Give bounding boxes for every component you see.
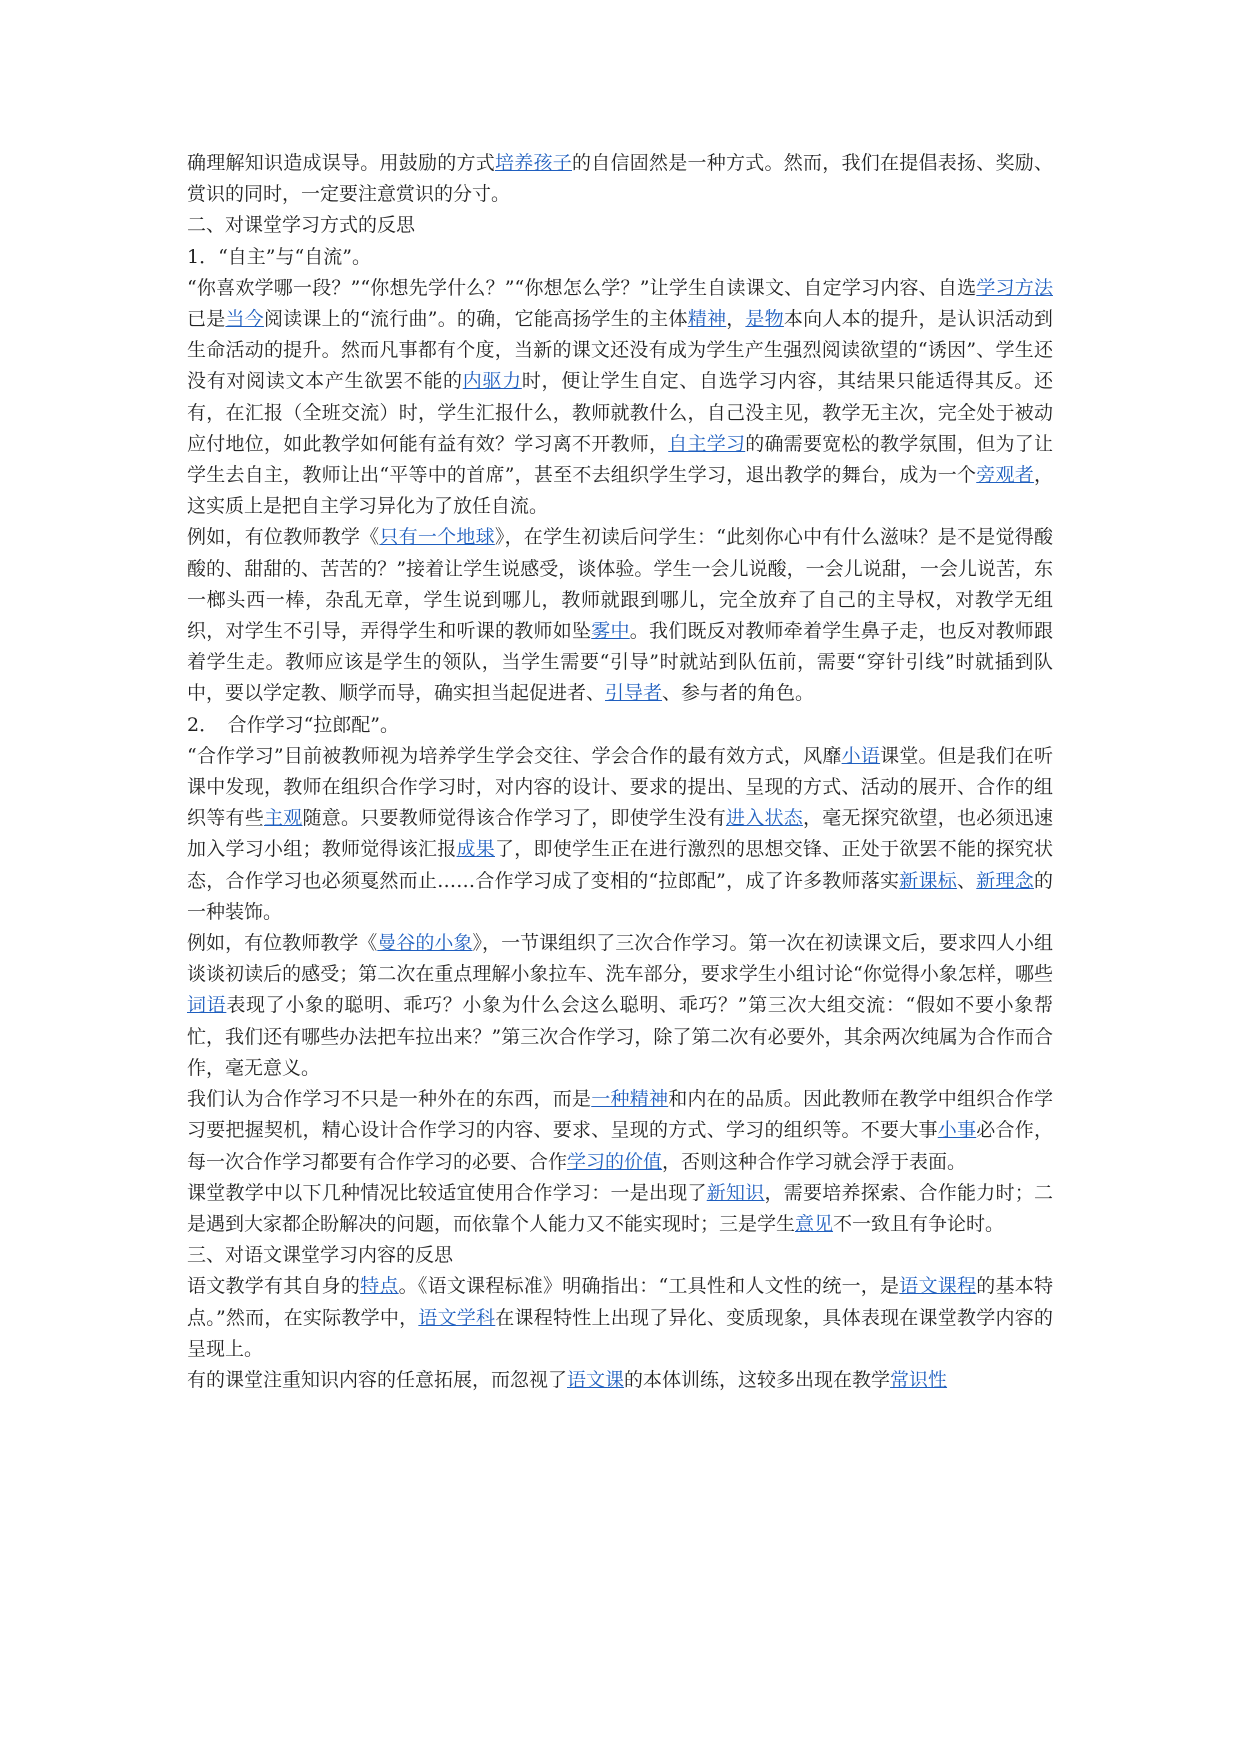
hyperlink[interactable]: 内驱力 [462, 370, 522, 393]
paragraph-text: 随意。只要教师觉得该合作学习了，即使学生没有 [302, 807, 726, 830]
paragraph-text: 2． 合作学习“拉郎配”。 [187, 713, 400, 736]
paragraph-text: 例如，有位教师教学《 [187, 932, 378, 955]
paragraph-text: 我们认为合作学习不只是一种外在的东西，而是 [187, 1088, 592, 1111]
hyperlink[interactable]: 自主学习 [668, 432, 746, 455]
paragraph-text: 已是 [187, 308, 226, 331]
paragraph-text: 》，在学生初读后问学生：“此刻你心中有什么滋味？是不是觉得酸酸的、甜甜的、苦苦的？”接着让学生说感受，谈体验。学生一会儿说酸，一会儿说甜，一会儿说苦，东一榔头西一棒，杂乱无章，学生说到哪儿，教师就跟到哪儿，完全放弃了自己的主导权，对教学无组织，对学生不引导，弄得学生和听课的教师如坠 [187, 526, 1053, 643]
paragraph-text: 。《语文课程标准》明确指出：“工具性和人文性的统一，是 [398, 1275, 900, 1298]
paragraph-text: “你喜欢学哪一段？”“你想先学什么？”“你想怎么学？”让学生自读课文、自定学习内容、自选 [187, 276, 977, 299]
hyperlink[interactable]: 当今 [225, 308, 264, 331]
paragraph-text: 不一致且有争论时。 [833, 1212, 1005, 1235]
paragraph-text: 确理解知识造成误导。用鼓励的方式 [187, 152, 495, 174]
hyperlink[interactable]: 常识性 [890, 1368, 948, 1391]
paragraph-text: 在课程特性上出现了异化、变质现象，具体表现在课堂教学内容的呈现上。 [187, 1306, 1053, 1360]
paragraph-text: 课堂教学中以下几种情况比较适宜使用合作学习：一是出现了 [187, 1181, 707, 1204]
hyperlink[interactable]: 只有一个地球 [379, 526, 495, 549]
paragraph-text: 、 [956, 869, 977, 892]
paragraph-text: 的一种装饰。 [187, 869, 1053, 923]
paragraph [187, 242, 1053, 273]
hyperlink[interactable]: 一种精神 [591, 1088, 669, 1111]
hyperlink[interactable]: 学习方法 [976, 276, 1053, 299]
paragraph-text: 的本体训练，这较多出现在教学 [624, 1368, 891, 1391]
paragraph-text: 和内在的品质。因此教师在教学中组织合作学习要把握契机，精心设计合作学习的内容、要求、呈现的方式、学习的组织等。不要大事 [187, 1088, 1053, 1142]
hyperlink[interactable]: 成果 [456, 838, 495, 861]
paragraph-text: 二、对课堂学习方式的反思 [187, 214, 416, 237]
hyperlink[interactable]: 精神 [687, 308, 727, 331]
paragraph-text: 例如，有位教师教学《 [187, 526, 380, 549]
hyperlink[interactable]: 雾中 [591, 620, 630, 643]
hyperlink[interactable]: 意见 [795, 1212, 834, 1235]
paragraph-text: ，这实质上是把自主学习异化为了放任自流。 [187, 464, 1053, 518]
paragraph [187, 148, 1053, 210]
hyperlink[interactable]: 新知识 [706, 1181, 765, 1204]
paragraph-text: ，需要培养探索、合作能力时；二是遇到大家都企盼解决的问题，而依靠个人能力又不能实现时；三是学生 [187, 1181, 1053, 1235]
paragraph-text: ，否则这种合作学习就会浮于表面。 [662, 1150, 967, 1173]
paragraph-text: ，毫无探究欲望，也必须迅速加入学习小组；教师觉得该汇报 [187, 807, 1053, 861]
paragraph [187, 1240, 1053, 1271]
paragraph-text: 课堂。但是我们在听课中发现，教师在组织合作学习时，对内容的设计、要求的提出、呈现的方式、活动的展开、合作的组织等有些 [187, 744, 1053, 830]
paragraph [187, 710, 1053, 741]
paragraph [187, 210, 1053, 241]
hyperlink[interactable]: 进入状态 [725, 807, 803, 830]
paragraph [187, 522, 1053, 709]
paragraph-text: “合作学习”目前被教师视为培养学生学会交往、学会合作的最有效方式，风靡 [187, 744, 842, 767]
paragraph [187, 928, 1053, 1084]
paragraph-text: 。我们既反对教师牵着学生鼻子走，也反对教师跟着学生走。教师应该是学生的领队，当学生需要“引导”时就站到队伍前，需要“穿针引线”时就插到队中，要以学定教、顺学而导，确实担当起促进者、 [187, 620, 1053, 705]
paragraph-text: 的基本特点。”然而，在实际教学中， [187, 1275, 1053, 1329]
hyperlink[interactable]: 新课标 [899, 869, 957, 892]
paragraph-text: 》，一节课组织了三次合作学习。第一次在初读课文后，要求四人小组谈谈初读后的感受；第二次在重点理解小象拉车、洗车部分，要求学生小组讨论“你觉得小象怎样，哪些 [187, 932, 1053, 986]
hyperlink[interactable]: 是物 [745, 308, 784, 331]
paragraph-text: 阅读课上的“流行曲”。的确，它能高扬学生的主体 [263, 308, 688, 331]
hyperlink[interactable]: 旁观者 [976, 464, 1034, 487]
paragraph-text: 本向人本的提升，是认识活动到生命活动的提升。然而凡事都有个度，当新的课文还没有成为学生产生强烈阅读欲望的“诱因”、学生还没有对阅读文本产生欲罢不能的 [187, 308, 1053, 393]
document-body [187, 148, 1053, 1396]
paragraph [187, 1271, 1053, 1365]
hyperlink[interactable]: 小事 [937, 1119, 977, 1142]
paragraph [187, 1178, 1053, 1240]
paragraph [187, 1084, 1053, 1178]
paragraph-text: 了，即使学生正在进行激烈的思想交锋、正处于欲罢不能的探究状态，合作学习也必须戛然而止……合作学习成了变相的“拉郎配”，成了许多教师落实 [187, 838, 1053, 892]
paragraph-text: 、参与者的角色。 [662, 682, 815, 705]
hyperlink[interactable]: 语文课程 [899, 1275, 977, 1298]
paragraph-text: 1．“自主”与“自流”。 [187, 245, 371, 268]
hyperlink[interactable]: 主观 [264, 807, 303, 830]
hyperlink[interactable]: 引导者 [605, 682, 663, 705]
paragraph [187, 273, 1053, 523]
hyperlink[interactable]: 新理念 [976, 869, 1034, 892]
paragraph-text: 三、对语文课堂学习内容的反思 [187, 1244, 454, 1267]
hyperlink[interactable]: 培养孩子 [494, 152, 572, 174]
paragraph-text: 必合作，每一次合作学习都要有合作学习的必要、合作 [187, 1119, 1053, 1173]
paragraph-text: 有的课堂注重知识内容的任意拓展，而忽视了 [187, 1368, 568, 1391]
paragraph-text: 的确需要宽松的教学氛围，但为了让学生去自主，教师让出“平等中的首席”，甚至不去组织学生学习，退出教学的舞台，成为一个 [187, 432, 1053, 487]
hyperlink[interactable]: 学习的价值 [567, 1150, 663, 1173]
paragraph-text: 时，便让学生自定、自选学习内容，其结果只能适得其反。还有，在汇报（全班交流）时，学生汇报什么，教师就教什么，自己没主见，教学无主次，完全处于被动应付地位，如此教学如何能有益有效？学习离不开教师， [187, 370, 1053, 455]
paragraph [187, 741, 1053, 928]
paragraph [187, 1365, 1053, 1396]
paragraph-text: ， [726, 308, 746, 331]
paragraph-text: 语文教学有其自身的 [187, 1275, 361, 1298]
hyperlink[interactable]: 语文课 [567, 1368, 625, 1391]
hyperlink[interactable]: 词语 [187, 994, 227, 1017]
hyperlink[interactable]: 曼谷的小象 [377, 932, 473, 955]
hyperlink[interactable]: 特点 [360, 1275, 399, 1298]
hyperlink[interactable]: 小语 [841, 744, 881, 767]
paragraph-text: 的自信固然是一种方式。然而，我们在提倡表扬、奖励、赏识的同时，一定要注意赏识的分寸。 [187, 152, 1053, 206]
paragraph-text: 表现了小象的聪明、乖巧？小象为什么会这么聪明、乖巧？”第三次大组交流：“假如不要小象帮忙，我们还有哪些办法把车拉出来？”第三次合作学习，除了第二次有必要外，其余两次纯属为合作而合作，毫无意义。 [187, 994, 1053, 1079]
hyperlink[interactable]: 语文学科 [418, 1306, 496, 1329]
